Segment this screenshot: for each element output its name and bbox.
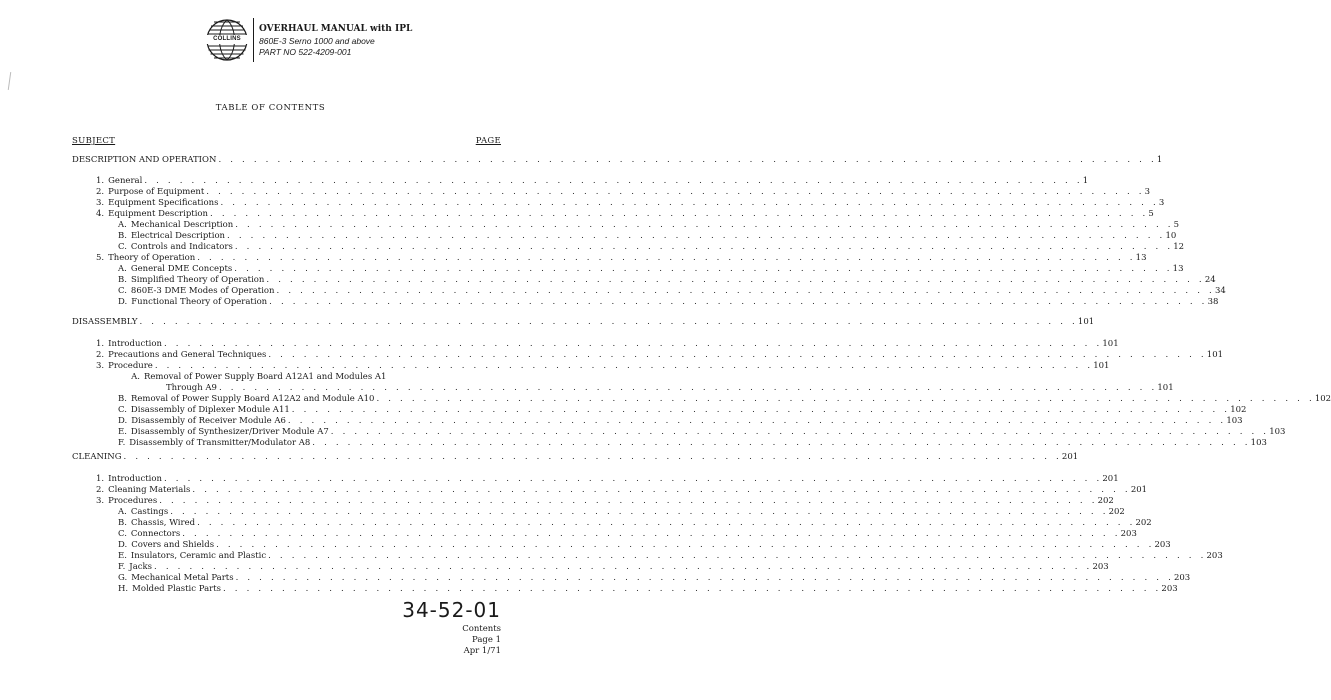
toc-leader-dots: . . . . . . . . . . . . . . . . . . . . . . . . . . . . . . . . . . . . . . . . . . . . . . . . . . . . . . . . . . . . . . . . . . . . . . . . . . . . . . . . (227, 231, 1166, 241)
toc-entry-number: A. (131, 372, 140, 382)
toc-entry-number: 5. (96, 253, 105, 263)
logo-wordmark: COLLINS (205, 35, 249, 44)
toc-entry-row (96, 485, 1148, 496)
toc-entry-page: 103 (1250, 438, 1267, 448)
toc-entry-row (118, 584, 1178, 595)
toc-entry-page: 5 (1148, 209, 1154, 219)
toc-entry-label: Removal of Power Supply Board A12A2 and Module A10 (130, 394, 375, 404)
toc-entry-label: Connectors (130, 529, 181, 539)
toc-entry-page: 38 (1207, 297, 1219, 307)
toc-leader-dots: . . . . . . . . . . . . . . . . . . . . . . . . . . . . . . . . . . . . . . . . . . . . . . . . . . . . . . . . . . . . . . . . . . . . . . . . . . . . . . . . (163, 474, 1103, 484)
toc-entry-label: Covers and Shields (131, 540, 215, 550)
toc-entry-page: 3 (1158, 198, 1165, 208)
toc-entry-row (96, 209, 1154, 220)
toc-section-row (72, 317, 1095, 328)
toc-entry-page: 12 (1173, 242, 1185, 252)
toc-leader-dots: . . . . . . . . . . . . . . . . . . . . . . . . . . . . . . . . . . . . . . . . . . . . . . . . . . . . . . . . . . . . . . . . . . . . . . . . . . . . . . . . (216, 540, 1155, 550)
toc-entry-page: 203 (1173, 573, 1191, 583)
toc-entry-row (118, 231, 1177, 242)
toc-entry-label: Simplified Theory of Operation (130, 275, 265, 285)
toc-entry-page: 34 (1214, 286, 1226, 296)
toc-title: TABLE OF CONTENTS (215, 103, 326, 113)
toc-entry-page: 1 (1082, 176, 1089, 186)
toc-entry-row (118, 507, 1125, 518)
toc-leader-dots: . . . . . . . . . . . . . . . . . . . . . . . . . . . . . . . . . . . . . . . . . . . . . . . . . . . . . . . . . . . . . . . . . . . . . . . . . . . . . . . . (234, 242, 1174, 252)
toc-entry-number: D. (118, 416, 128, 426)
toc-entry-label: CLEANING (72, 452, 122, 462)
toc-leader-dots: . . . . . . . . . . . . . . . . . . . . . . . . . . . . . . . . . . . . . . . . . . . . . . . . . . . . . . . . . . . . . . . . . . . . . . . . . . . . . . . . (312, 438, 1251, 448)
toc-entry-label: Precautions and General Techniques (108, 350, 267, 360)
toc-entry-row (118, 297, 1219, 308)
toc-entry-row (96, 198, 1165, 209)
toc-entry-label: Molded Plastic Parts (132, 584, 221, 594)
toc-entry-row (118, 551, 1223, 562)
toc-entry-row (118, 518, 1152, 529)
footer-date: Apr 1/71 (463, 646, 501, 656)
toc-entry-page: 103 (1226, 416, 1243, 426)
toc-leader-dots: . . . . . . . . . . . . . . . . . . . . . . . . . . . . . . . . . . . . . . . . . . . . . . . . . . . . . . . . . . . . . . . . . . . . . . . . . . . . . . . . (154, 562, 1093, 572)
toc-entry-label: General (108, 176, 143, 186)
toc-entry-page: 203 (1120, 529, 1137, 539)
toc-entry-row (118, 286, 1226, 297)
toc-entry-page: 101 (1077, 317, 1095, 327)
toc-entry-number: H. (118, 584, 129, 594)
margin-mark (8, 72, 11, 90)
toc-leader-dots: . . . . . . . . . . . . . . . . . . . . . . . . . . . . . . . . . . . . . . . . . . . . . . . . . . . . . . . . . . . . . . . . . . . . . . . . . . . . . . . . (235, 220, 1174, 230)
page-column-heading: PAGE (475, 136, 501, 146)
toc-entry-row (118, 540, 1171, 551)
toc-leader-dots: . . . . . . . . . . . . . . . . . . . . . . . . . . . . . . . . . . . . . . . . . . . . . . . . . . . . . . . . . . . . . . . . . . . . . . . . . . . . . . . . (218, 155, 1157, 165)
toc-entry-page: 202 (1097, 496, 1114, 506)
toc-entry-number: 2. (96, 485, 105, 495)
toc-leader-dots: . . . . . . . . . . . . . . . . . . . . . . . . . . . . . . . . . . . . . . . . . . . . . . . . . . . . . . . . . . . . . . . . . . . . . . . . . . . . . . . . (269, 297, 1208, 307)
toc-entry-page: 101 (1157, 383, 1174, 393)
toc-entry-label: Through A9 (166, 383, 217, 393)
toc-entry-number: 1. (96, 339, 105, 349)
toc-leader-dots: . . . . . . . . . . . . . . . . . . . . . . . . . . . . . . . . . . . . . . . . . . . . . . . . . . . . . . . . . . . . . . . . . . . . . . . . . . . . . . . . (330, 427, 1270, 437)
toc-entry-label: DESCRIPTION AND OPERATION (72, 155, 217, 165)
toc-entry-row (118, 562, 1109, 573)
toc-entry-label: Mechanical Description (130, 220, 234, 230)
toc-entry-row (96, 496, 1114, 507)
toc-entry-label: Equipment Specifications (108, 198, 219, 208)
toc-entry-page: 203 (1206, 551, 1223, 561)
toc-entry-label: Disassembly of Transmitter/Modulator A8 (129, 438, 311, 448)
toc-leader-dots: . . . . . . . . . . . . . . . . . . . . . . . . . . . . . . . . . . . . . . . . . . . . . . . . . . . . . . . . . . . . . . . . . . . . . . . . . . . . . . . . (123, 452, 1062, 462)
toc-entry-number: D. (118, 540, 128, 550)
toc-entry-row (118, 394, 1331, 405)
toc-entry-row (96, 187, 1151, 198)
toc-entry-number: 4. (96, 209, 105, 219)
toc-entry-label: Procedure (108, 361, 153, 371)
header-text (259, 23, 412, 58)
toc-entry-page: 13 (1135, 253, 1147, 263)
toc-entry-number: 2. (96, 187, 105, 197)
toc-entry-number: F. (118, 562, 126, 572)
header-divider (253, 18, 254, 62)
toc-leader-dots: . . . . . . . . . . . . . . . . . . . . . . . . . . . . . . . . . . . . . . . . . . . . . . . . . . . . . . . . . . . . . . . . . . . . . . . . . . . . . . . . (276, 286, 1215, 296)
toc-entry-label: Disassembly of Diplexer Module A11 (130, 405, 290, 415)
toc-entry-row (118, 438, 1267, 449)
model-line: 860E-3 Serno 1000 and above (259, 35, 375, 46)
toc-entry-page: 103 (1269, 427, 1286, 437)
manual-title: OVERHAUL MANUAL with IPL (259, 23, 413, 34)
subject-column-heading: SUBJECT (72, 136, 116, 146)
toc-entry-number: C. (118, 242, 127, 252)
toc-leader-dots: . . . . . . . . . . . . . . . . . . . . . . . . . . . . . . . . . . . . . . . . . . . . . . . . . . . . . . . . . . . . . . . . . . . . . . . . . . . . . . . . (182, 529, 1121, 539)
toc-entry-number: A. (118, 264, 127, 274)
toc-entry-page: 201 (1130, 485, 1148, 495)
collins-logo (205, 18, 249, 62)
toc-entry-page: 101 (1102, 339, 1119, 349)
toc-entry-label: Castings (130, 507, 169, 517)
toc-leader-dots: . . . . . . . . . . . . . . . . . . . . . . . . . . . . . . . . . . . . . . . . . . . . . . . . . . . . . . . . . . . . . . . . . . . . . . . . . . . . . . . . (234, 264, 1173, 274)
toc-entry-label: Mechanical Metal Parts (131, 573, 234, 583)
toc-entry-row (118, 264, 1184, 275)
toc-entry-number: D. (118, 297, 128, 307)
toc-entry-row (118, 372, 501, 383)
toc-entry-row (118, 573, 1191, 584)
toc-entry-label: General DME Concepts (130, 264, 233, 274)
toc-entry-row (118, 416, 1243, 427)
document-header (205, 18, 412, 62)
toc-entry-label: Functional Theory of Operation (131, 297, 268, 307)
toc-entry-label: Cleaning Materials (108, 485, 191, 495)
toc-entry-page: 203 (1092, 562, 1109, 572)
toc-leader-dots: . . . . . . . . . . . . . . . . . . . . . . . . . . . . . . . . . . . . . . . . . . . . . . . . . . . . . . . . . . . . . . . . . . . . . . . . . . . . . . . . (220, 198, 1159, 208)
toc-leader-dots: . . . . . . . . . . . . . . . . . . . . . . . . . . . . . . . . . . . . . . . . . . . . . . . . . . . . . . . . . . . . . . . . . . . . . . . . . . . . . . . . (192, 485, 1131, 495)
toc-leader-dots: . . . . . . . . . . . . . . . . . . . . . . . . . . . . . . . . . . . . . . . . . . . . . . . . . . . . . . . . . . . . . . . . . . . . . . . . . . . . . . . . (266, 275, 1205, 285)
toc-entry-label: Introduction (108, 474, 162, 484)
toc-entry-row (96, 253, 1147, 264)
toc-entry-number: B. (118, 394, 127, 404)
toc-entry-number: A. (118, 220, 127, 230)
toc-entry-number: E. (118, 427, 127, 437)
toc-entry-number: C. (118, 286, 127, 296)
toc-entry-row (96, 339, 1119, 350)
toc-entry-page: 5 (1173, 220, 1180, 230)
toc-entry-row (96, 350, 1224, 361)
toc-entry-label: Procedures (108, 496, 158, 506)
toc-entry-number: 2. (96, 350, 105, 360)
toc-entry-page: 24 (1204, 275, 1216, 285)
toc-entry-page: 3 (1144, 187, 1151, 197)
toc-entry-number: B. (118, 231, 127, 241)
toc-entry-page: 202 (1135, 518, 1152, 528)
toc-section-row (72, 155, 1163, 166)
toc-entry-label: Insulators, Ceramic and Plastic (130, 551, 267, 561)
toc-entry-label: Equipment Description (108, 209, 209, 219)
toc-entry-number: 1. (96, 474, 105, 484)
toc-leader-dots: . . . . . . . . . . . . . . . . . . . . . . . . . . . . . . . . . . . . . . . . . . . . . . . . . . . . . . . . . . . . . . . . . . . . . . . . . . . . . . . . (159, 496, 1098, 506)
toc-entry-page: 13 (1172, 264, 1184, 274)
toc-leader-dots: . . . . . . . . . . . . . . . . . . . . . . . . . . . . . . . . . . . . . . . . . . . . . . . . . . . . . . . . . . . . . . . . . . . . . . . . . . . . . . . . (268, 551, 1207, 561)
toc-entry-page: 10 (1165, 231, 1177, 241)
toc-entry-row (118, 529, 1137, 540)
toc-section-row (72, 452, 1079, 463)
toc-leader-dots: . . . . . . . . . . . . . . . . . . . . . . . . . . . . . . . . . . . . . . . . . . . . . . . . . . . . . . . . . . . . . . . . . . . . . . . . . . . . . . . . (376, 394, 1315, 404)
toc-entry-row (118, 275, 1216, 286)
toc-leader-dots: . . . . . . . . . . . . . . . . . . . . . . . . . . . . . . . . . . . . . . . . . . . . . . . . . . . . . . . . . . . . . . . . . . . . . . . . . . . . . . . . (144, 176, 1083, 186)
toc-entry-label: Introduction (108, 339, 162, 349)
toc-entry-number: 1. (96, 176, 105, 186)
part-number: PART NO 522-4209-001 (259, 46, 352, 57)
footer-section: Contents (462, 624, 501, 634)
toc-leader-dots: . . . . . . . . . . . . . . . . . . . . . . . . . . . . . . . . . . . . . . . . . . . . . . . . . . . . . . . . . . . . . . . . . . . . . . . . . . . . . . . . (235, 573, 1174, 583)
toc-entry-label: DISASSEMBLY (72, 317, 138, 327)
toc-leader-dots: . . . . . . . . . . . . . . . . . . . . . . . . . . . . . . . . . . . . . . . . . . . . . . . . . . . . . . . . . . . . . . . . . . . . . . . . . . . . . . . . (291, 405, 1231, 415)
toc-leader-dots: . . . . . . . . . . . . . . . . . . . . . . . . . . . . . . . . . . . . . . . . . . . . . . . . . . . . . . . . . . . . . . . . . . . . . . . . . . . . . . . . (139, 317, 1078, 327)
toc-entry-row (118, 220, 1180, 231)
toc-entry-label: Electrical Description (130, 231, 226, 241)
toc-leader-dots: . . . . . . . . . . . . . . . . . . . . . . . . . . . . . . . . . . . . . . . . . . . . . . . . . . . . . . . . . . . . . . . . . . . . . . . . . . . . . . . . (210, 209, 1149, 219)
toc-leader-dots: . . . . . . . . . . . . . . . . . . . . . . . . . . . . . . . . . . . . . . . . . . . . . . . . . . . . . . . . . . . . . . . . . . . . . . . . . . . . . . . . (163, 339, 1103, 349)
toc-entry-row (118, 242, 1185, 253)
toc-leader-dots: . . . . . . . . . . . . . . . . . . . . . . . . . . . . . . . . . . . . . . . . . . . . . . . . . . . . . . . . . . . . . . . . . . . . . . . . . . . . . . . . (206, 187, 1145, 197)
toc-entry-number: G. (118, 573, 128, 583)
toc-leader-dots: . . . . . . . . . . . . . . . . . . . . . . . . . . . . . . . . . . . . . . . . . . . . . . . . . . . . . . . . . . . . . . . . . . . . . . . . . . . . . . . . (197, 518, 1136, 528)
chapter-code: 34-52-01 (402, 598, 501, 622)
toc-leader-dots: . . . . . . . . . . . . . . . . . . . . . . . . . . . . . . . . . . . . . . . . . . . . . . . . . . . . . . . . . . . . . . . . . . . . . . . . . . . . . . . . (154, 361, 1094, 371)
toc-entry-number: B. (118, 518, 127, 528)
toc-entry-row (118, 427, 1286, 438)
toc-entry-row (96, 176, 1089, 187)
toc-entry-label: Theory of Operation (108, 253, 196, 263)
toc-entry-label: Disassembly of Receiver Module A6 (131, 416, 286, 426)
toc-entry-label: Controls and Indicators (130, 242, 233, 252)
toc-entry-row (118, 405, 1247, 416)
toc-entry-label: Disassembly of Synthesizer/Driver Module A7 (130, 427, 329, 437)
toc-entry-number: B. (118, 275, 127, 285)
footer-page: Page 1 (472, 635, 501, 645)
toc-entry-number: A. (118, 507, 127, 517)
toc-entry-row (96, 361, 1110, 372)
toc-entry-page: 101 (1093, 361, 1110, 371)
toc-entry-page: 203 (1161, 584, 1178, 594)
toc-entry-page: 201 (1061, 452, 1079, 462)
toc-entry-label: Removal of Power Supply Board A12A1 and Modules A1 (144, 372, 387, 382)
toc-entry-label: Jacks (129, 562, 153, 572)
toc-entry-page: 201 (1102, 474, 1119, 484)
toc-leader-dots: . . . . . . . . . . . . . . . . . . . . . . . . . . . . . . . . . . . . . . . . . . . . . . . . . . . . . . . . . . . . . . . . . . . . . . . . . . . . . . . . (170, 507, 1109, 517)
toc-entry-number: 3. (96, 496, 105, 506)
toc-entry-label: Chassis, Wired (130, 518, 196, 528)
toc-entry-page: 203 (1154, 540, 1171, 550)
toc-entry-label: Purpose of Equipment (108, 187, 205, 197)
toc-leader-dots: . . . . . . . . . . . . . . . . . . . . . . . . . . . . . . . . . . . . . . . . . . . . . . . . . . . . . . . . . . . . . . . . . . . . . . . . . . . . . . . . (287, 416, 1227, 426)
toc-entry-number: 3. (96, 361, 105, 371)
toc-entry-number: C. (118, 529, 127, 539)
toc-entry-row (118, 383, 1174, 394)
toc-entry-page: 101 (1206, 350, 1224, 360)
toc-entry-page: 202 (1108, 507, 1125, 517)
toc-leader-dots: . . . . . . . . . . . . . . . . . . . . . . . . . . . . . . . . . . . . . . . . . . . . . . . . . . . . . . . . . . . . . . . . . . . . . . . . . . . . . . . . (218, 383, 1158, 393)
toc-entry-number: F. (118, 438, 126, 448)
toc-leader-dots: . . . . . . . . . . . . . . . . . . . . . . . . . . . . . . . . . . . . . . . . . . . . . . . . . . . . . . . . . . . . . . . . . . . . . . . . . . . . . . . . (197, 253, 1136, 263)
toc-entry-number: 3. (96, 198, 105, 208)
toc-leader-dots: . . . . . . . . . . . . . . . . . . . . . . . . . . . . . . . . . . . . . . . . . . . . . . . . . . . . . . . . . . . . . . . . . . . . . . . . . . . . . . . . (223, 584, 1162, 594)
toc-entry-number: C. (118, 405, 127, 415)
toc-entry-page: 1 (1156, 155, 1163, 165)
toc-leader-dots: . . . . . . . . . . . . . . . . . . . . . . . . . . . . . . . . . . . . . . . . . . . . . . . . . . . . . . . . . . . . . . . . . . . . . . . . . . . . . . . . (268, 350, 1207, 360)
toc-entry-page: 102 (1314, 394, 1331, 404)
toc-entry-label: 860E-3 DME Modes of Operation (130, 286, 275, 296)
toc-entry-row (96, 474, 1119, 485)
toc-entry-page: 102 (1230, 405, 1247, 415)
toc-entry-number: E. (118, 551, 127, 561)
